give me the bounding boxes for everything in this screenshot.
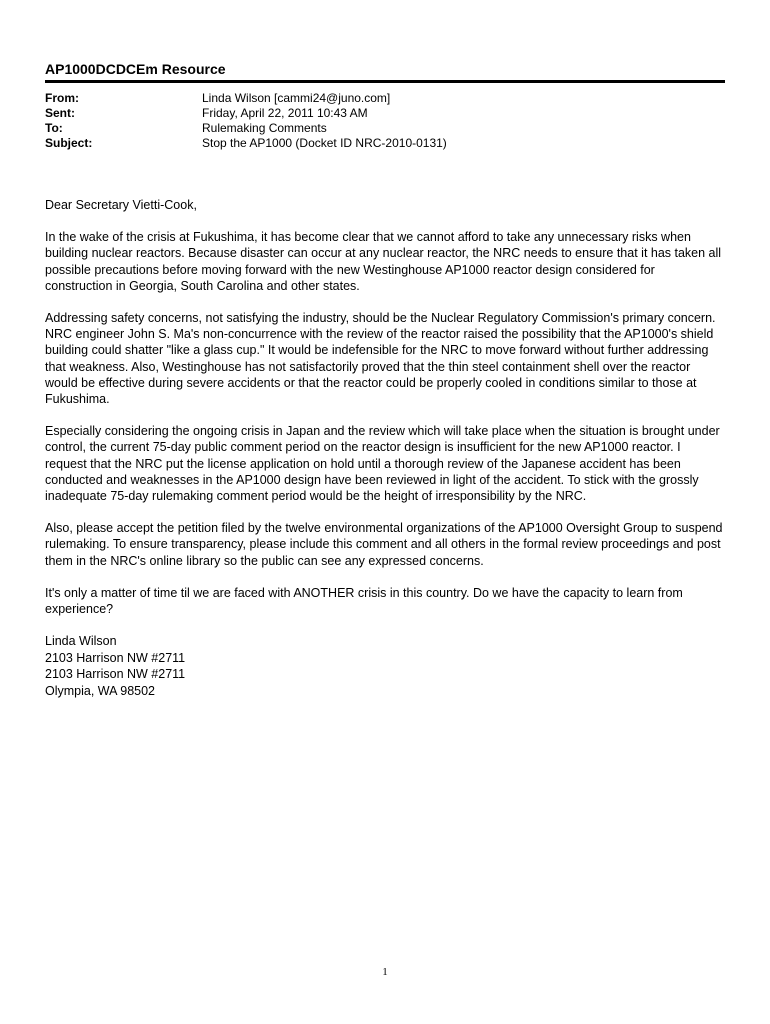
subject-value: Stop the AP1000 (Docket ID NRC-2010-0131)	[202, 136, 447, 150]
body-paragraph: It's only a matter of time til we are faced with ANOTHER crisis in this country. Do we have the capacity to learn from experience?	[45, 585, 683, 617]
email-document	[45, 60, 725, 699]
document-title: AP1000DCDCEm Resource	[45, 61, 226, 77]
email-body	[45, 197, 725, 699]
header-row-from	[45, 91, 447, 106]
signature-block	[45, 633, 725, 699]
body-paragraph: In the wake of the crisis at Fukushima, it has become clear that we cannot afford to take any unnecessary risks when building nuclear reactors. Because disaster can occur at any nuclear reactor, the NRC needs to ensure that it has taken all possible precautions before moving forward with the new Westinghouse AP1000 reactor design considered for construction in Georgia, South Carolina and other states.	[45, 230, 722, 293]
title-divider	[45, 80, 725, 83]
body-paragraph: Especially considering the ongoing crisis in Japan and the review which will take place when the situation is brought under control, the current 75-day public comment period on the reactor design is insufficient for the new AP1000 reactor. I request that the NRC put the license application on hold until a thorough review of the Japanese accident has been conducted and weaknesses in the AP1000 design have been reviewed in light of the accident. To stick with the grossly inadequate 75-day rulemaking comment period would be the height of irresponsibility by the NRC.	[45, 424, 720, 504]
body-paragraph: Also, please accept the petition filed by the twelve environmental organizations of the AP1000 Oversight Group to suspend rulemaking. To ensure transparency, please include this comment and all others in the formal review proceedings and post them in the NRC's online library so the public can see any expressed concerns.	[45, 521, 723, 568]
sent-label: Sent:	[45, 106, 75, 120]
subject-label: Subject:	[45, 136, 93, 150]
signature-address-line: 2103 Harrison NW #2711	[45, 667, 186, 682]
from-value: Linda Wilson [cammi24@juno.com]	[202, 91, 391, 105]
body-paragraph: Addressing safety concerns, not satisfying the industry, should be the Nuclear Regulatory Commission's primary concern. NRC engineer John S. Ma's non-concurrence with the review of the reactor raised the possibility that the AP1000's shield building could shatter "like a glass cup." It would be indefensible for the NRC to move forward without further addressing that weakness. Also, Westinghouse has not satisfactorily proved that the thin steel containment shell over the reactor would be effective during severe accidents or that the reactor could be properly cooled in conditions similar to those at Fukushima.	[45, 311, 716, 407]
header-row-to	[45, 121, 447, 136]
signature-city-line: Olympia, WA 98502	[45, 683, 156, 698]
signature-address-line: 2103 Harrison NW #2711	[45, 650, 186, 665]
from-label: From:	[45, 91, 79, 105]
page-number: 1	[382, 966, 388, 978]
header-row-sent	[45, 106, 447, 121]
header-row-subject	[45, 136, 447, 151]
to-value: Rulemaking Comments	[202, 121, 327, 135]
signature-name: Linda Wilson	[45, 634, 117, 649]
greeting: Dear Secretary Vietti-Cook,	[45, 198, 197, 212]
to-label: To:	[45, 121, 63, 135]
sent-value: Friday, April 22, 2011 10:43 AM	[202, 106, 368, 120]
email-header	[45, 91, 447, 151]
